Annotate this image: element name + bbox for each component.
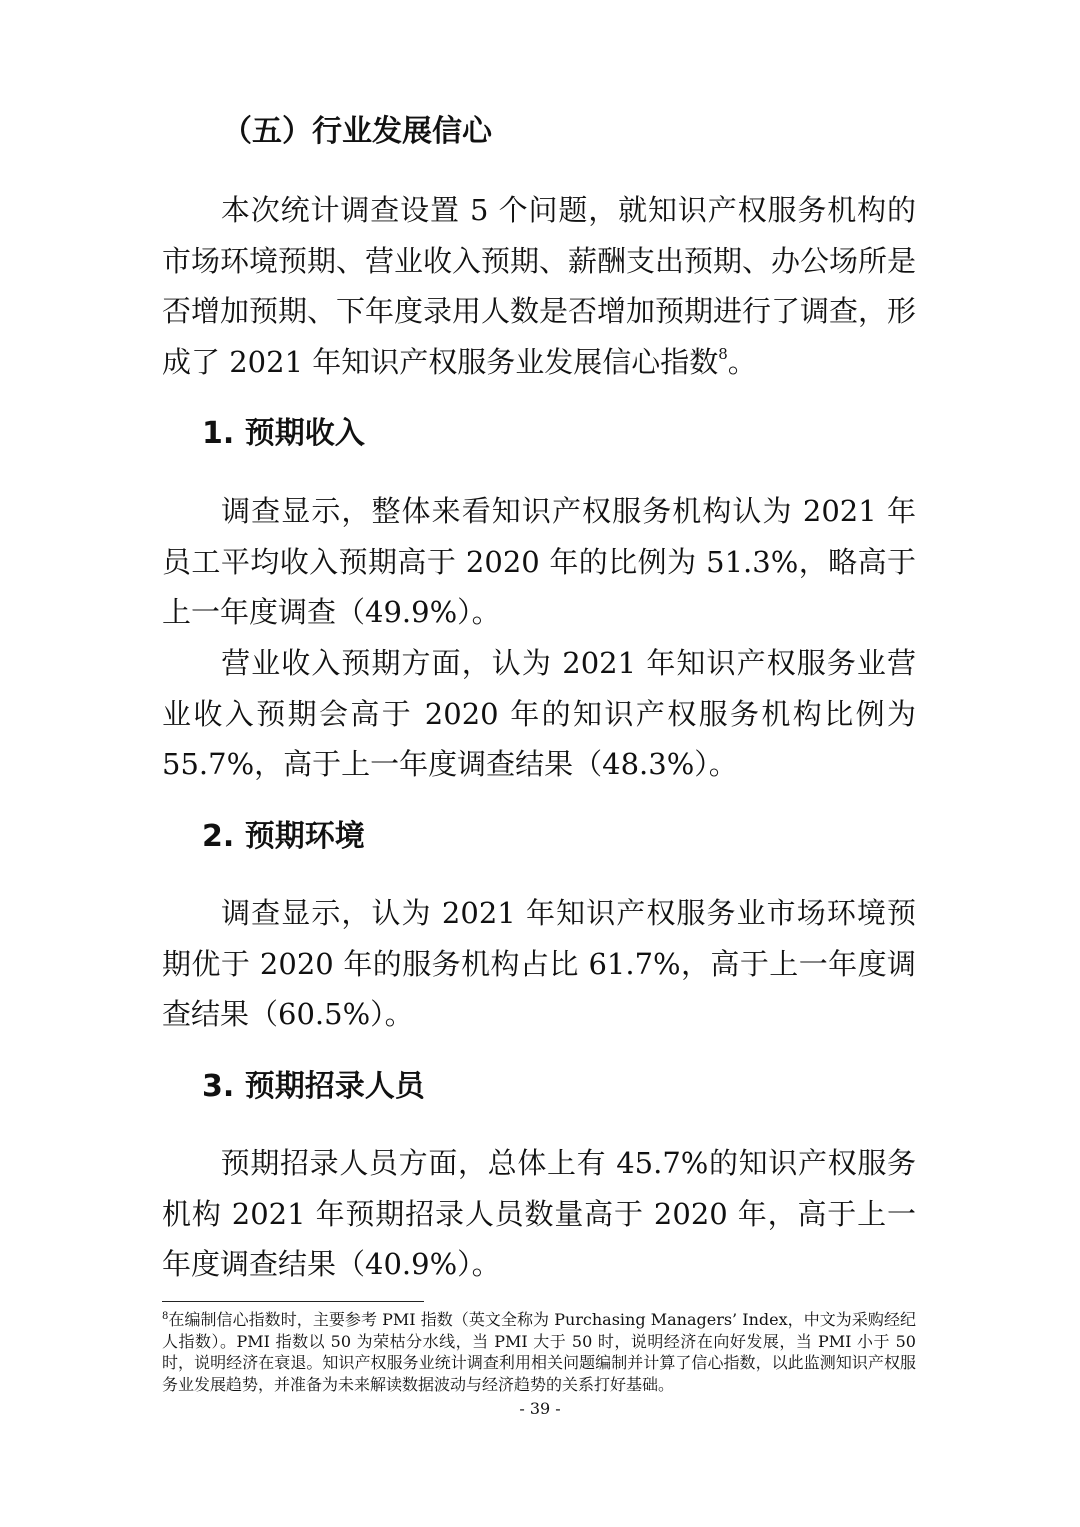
footnote-text: 在编制信心指数时，主要参考 PMI 指数（英文全称为 Purchasing Managers’ Index，中文为采购经纪人指数）。PMI 指数以 50 为荣枯分水线，当 PMI 大于 50 时，说明经济在向好发展，当 PMI 小于 50 时，说明经济在衰退。知识产权服务业统计调查利用相关问题编制并计算了信心指数，以此监测知识产权服务业发展趋势，并准备为未来解读数据波动与经济趋势的关系打好基础。 — [162, 1310, 916, 1394]
page-number: - 39 - — [519, 1399, 561, 1418]
paragraph-text: 预期招录人员方面，总体上有 45.7%的知识产权服务机构 2021 年预期招录人员数量高于 2020 年，高于上一年度调查结果（40.9%）。 — [162, 1146, 916, 1281]
paragraph-employee-income — [162, 486, 916, 638]
subheading-expected-recruitment: 3. 预期招录人员 — [202, 1069, 425, 1104]
paragraph-operating-income — [162, 638, 916, 790]
footnote-divider — [162, 1301, 424, 1302]
intro-paragraph — [162, 185, 916, 387]
paragraph-text: 调查显示，认为 2021 年知识产权服务业市场环境预期优于 2020 年的服务机构占比 61.7%，高于上一年度调查结果（60.5%）。 — [162, 896, 916, 1031]
intro-end: 。 — [727, 344, 757, 379]
paragraph-market-environment — [162, 888, 916, 1040]
footnote-reference[interactable]: 8 — [718, 344, 728, 363]
subheading-expected-income: 1. 预期收入 — [202, 416, 365, 451]
section-heading: （五）行业发展信心 — [222, 114, 492, 149]
paragraph-recruitment — [162, 1138, 916, 1290]
intro-text: 本次统计调查设置 5 个问题，就知识产权服务机构的市场环境预期、营业收入预期、薪酬支出预期、办公场所是否增加预期、下年度录用人数是否增加预期进行了调查，形成了 2021 年知识产权服务业发展信心指数 — [162, 193, 917, 379]
paragraph-text: 营业收入预期方面，认为 2021 年知识产权服务业营业收入预期会高于 2020 年的知识产权服务机构比例为 55.7%，高于上一年度调查结果（48.3%）。 — [162, 646, 916, 781]
paragraph-text: 调查显示，整体来看知识产权服务机构认为 2021 年员工平均收入预期高于 2020 年的比例为 51.3%，略高于上一年度调查（49.9%）。 — [162, 494, 916, 629]
footnote-mark: 8 — [162, 1311, 169, 1322]
subheading-expected-environment: 2. 预期环境 — [202, 819, 365, 854]
footnote — [162, 1309, 916, 1395]
